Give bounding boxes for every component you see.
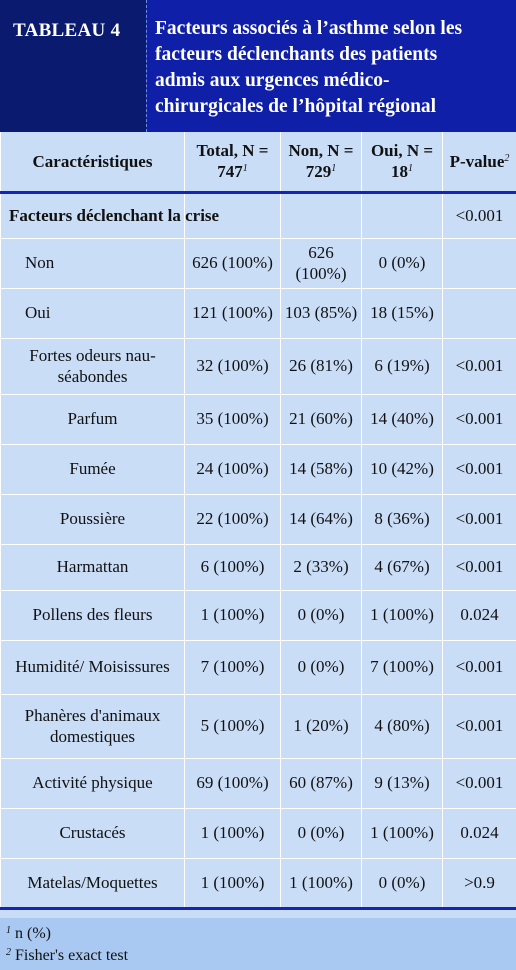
cell-pvalue: 0.024: [443, 590, 516, 640]
cell-non: 60 (87%): [281, 758, 362, 808]
cell-total: 626 (100%): [185, 238, 281, 288]
row-label: Poussière: [1, 494, 185, 544]
cell-oui: 9 (13%): [362, 758, 443, 808]
cell-pvalue: <0.001: [443, 338, 516, 394]
row-label: Phanères d'animaux domestiques: [1, 694, 185, 758]
cell-pvalue: 0.024: [443, 808, 516, 858]
table-row: [1, 640, 516, 694]
cell-empty: [362, 192, 443, 238]
footnote-text: n (%): [15, 925, 51, 942]
cell-non: 103 (85%): [281, 288, 362, 338]
col-label: Oui, N = 18: [370, 140, 434, 182]
row-label: Pollens des fleurs: [1, 590, 185, 640]
row-label: Fortes odeurs nau-séabondes: [1, 338, 185, 394]
table-number: TABLEAU 4: [0, 0, 146, 132]
cell-non: 1 (20%): [281, 694, 362, 758]
cell-total: 121 (100%): [185, 288, 281, 338]
row-label: Non: [1, 238, 185, 288]
cell-total: 22 (100%): [185, 494, 281, 544]
table-row: [1, 494, 516, 544]
cell-oui: 4 (80%): [362, 694, 443, 758]
col-label: Non, N = 729: [288, 140, 354, 182]
cell-oui: 7 (100%): [362, 640, 443, 694]
cell-non: 0 (0%): [281, 590, 362, 640]
footnote-text: Fisher's exact test: [15, 947, 129, 964]
row-label: Oui: [1, 288, 185, 338]
cell-non: 14 (58%): [281, 444, 362, 494]
cell-pvalue: <0.001: [443, 444, 516, 494]
cell-total: 6 (100%): [185, 544, 281, 590]
table-footnotes: [0, 918, 516, 970]
cell-oui: 14 (40%): [362, 394, 443, 444]
table-header: [0, 0, 516, 132]
cell-total: 24 (100%): [185, 444, 281, 494]
cell-oui: 18 (15%): [362, 288, 443, 338]
cell-oui: 0 (0%): [362, 858, 443, 908]
col-header-pvalue: [443, 132, 516, 192]
cell-pvalue: [443, 288, 516, 338]
row-label: Harmattan: [1, 544, 185, 590]
cell-pvalue: <0.001: [443, 394, 516, 444]
row-label: Activité physique: [1, 758, 185, 808]
cell-non: 1 (100%): [281, 858, 362, 908]
cell-non: 26 (81%): [281, 338, 362, 394]
row-label: Humidité/ Moisissures: [1, 640, 185, 694]
cell-pvalue: [443, 238, 516, 288]
cell-total: 35 (100%): [185, 394, 281, 444]
table-row: [1, 444, 516, 494]
table-row: [1, 394, 516, 444]
row-label: Matelas/Moquettes: [1, 858, 185, 908]
cell-total: 1 (100%): [185, 590, 281, 640]
cell-oui: 0 (0%): [362, 238, 443, 288]
title-line: Facteurs associés à l’asthme selon les: [155, 18, 463, 39]
table-row: [1, 590, 516, 640]
row-label: Crustacés: [1, 808, 185, 858]
footnote-mark: 1: [242, 163, 248, 175]
cell-pvalue: <0.001: [443, 544, 516, 590]
col-header-oui: [362, 132, 443, 192]
cell-total: 5 (100%): [185, 694, 281, 758]
cell-pvalue: <0.001: [443, 192, 516, 238]
table-row: [1, 338, 516, 394]
section-row: [1, 192, 516, 238]
table-row: [1, 694, 516, 758]
data-table: [0, 132, 516, 910]
table-row: [1, 808, 516, 858]
section-label: Facteurs déclenchant la crise: [1, 192, 185, 238]
footnote-mark: 1: [408, 163, 413, 175]
col-header-non: [281, 132, 362, 192]
cell-non: 626 (100%): [281, 238, 362, 288]
row-label: Fumée: [1, 444, 185, 494]
title-line: chirurgicales de l’hôpital régional: [155, 96, 437, 117]
cell-oui: 1 (100%): [362, 590, 443, 640]
cell-total: 1 (100%): [185, 858, 281, 908]
cell-oui: 1 (100%): [362, 808, 443, 858]
footnote-mark: 2: [6, 947, 11, 958]
cell-pvalue: <0.001: [443, 694, 516, 758]
footnote: [6, 923, 516, 945]
table-row: [1, 858, 516, 908]
col-label: Total, N = 747: [196, 140, 269, 182]
cell-total: 7 (100%): [185, 640, 281, 694]
col-header-total: [185, 132, 281, 192]
footnote-mark: 1: [331, 163, 337, 175]
table-row: [1, 544, 516, 590]
cell-oui: 8 (36%): [362, 494, 443, 544]
title-line: admis aux urgences médico-: [155, 70, 390, 91]
footnote: [6, 945, 516, 967]
cell-pvalue: >0.9: [443, 858, 516, 908]
table-row: [1, 758, 516, 808]
row-label: Parfum: [1, 394, 185, 444]
column-header-row: [1, 132, 516, 192]
cell-pvalue: <0.001: [443, 758, 516, 808]
cell-non: 2 (33%): [281, 544, 362, 590]
cell-non: 21 (60%): [281, 394, 362, 444]
cell-total: 1 (100%): [185, 808, 281, 858]
table-title: [146, 0, 516, 132]
cell-pvalue: <0.001: [443, 640, 516, 694]
cell-total: 32 (100%): [185, 338, 281, 394]
cell-oui: 6 (19%): [362, 338, 443, 394]
cell-non: 0 (0%): [281, 640, 362, 694]
table-row: [1, 288, 516, 338]
footnote-mark: 2: [504, 152, 510, 164]
table-row: [1, 238, 516, 288]
footnote-mark: 1: [6, 925, 11, 936]
cell-oui: 4 (67%): [362, 544, 443, 590]
cell-total: 69 (100%): [185, 758, 281, 808]
col-label: Caractéristiques: [32, 151, 153, 171]
col-label: P-value: [449, 151, 505, 171]
cell-pvalue: <0.001: [443, 494, 516, 544]
cell-oui: 10 (42%): [362, 444, 443, 494]
title-line: facteurs déclenchants des patients: [155, 44, 438, 65]
cell-non: 14 (64%): [281, 494, 362, 544]
cell-empty: [281, 192, 362, 238]
cell-non: 0 (0%): [281, 808, 362, 858]
col-header-characteristics: [1, 132, 185, 192]
